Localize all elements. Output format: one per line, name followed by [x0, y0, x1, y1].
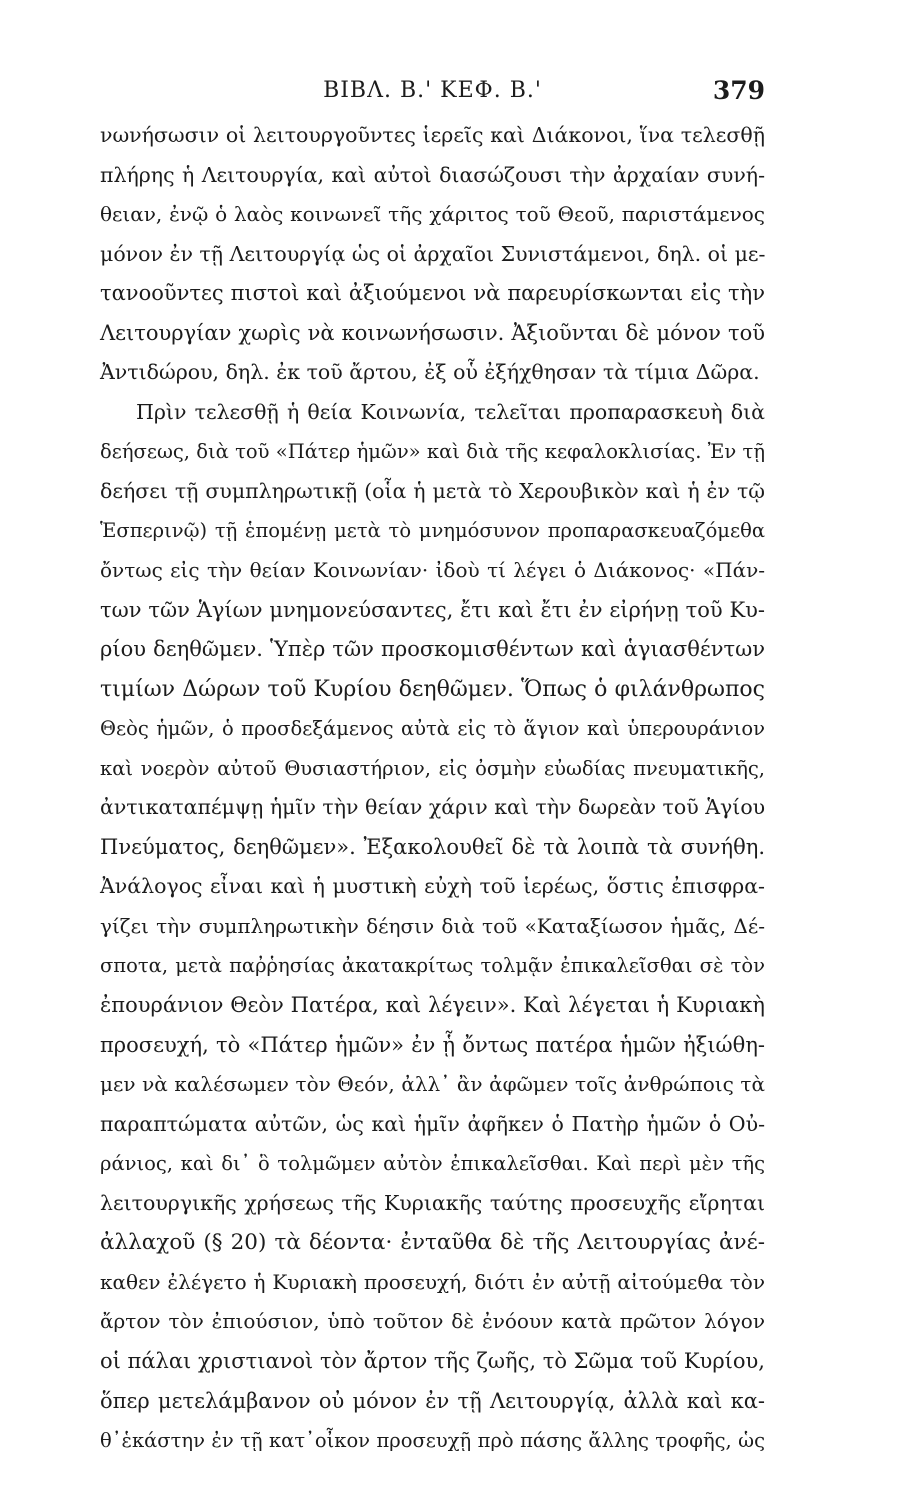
text-line: ὄντως εἰς τὴν θείαν Κοινωνίαν· ἰδοὺ τί λέγει ὁ Διάκονος· «Πάν- [100, 558, 765, 583]
text-line: ἄρτον τὸν ἐπιούσιον, ὑπὸ τοῦτον δὲ ἐνόουν κατὰ πρῶτον λόγον [100, 1309, 765, 1334]
page-number: 379 [712, 76, 765, 105]
text-line: παραπτώματα αὐτῶν, ὡς καὶ ἡμῖν ἀφῆκεν ὁ Πατὴρ ἡμῶν ὁ Οὐ- [100, 1111, 765, 1136]
text-line: Πνεύματος, δεηθῶμεν». Ἐξακολουθεῖ δὲ τὰ λοιπὰ τὰ συνήθη. [100, 834, 765, 859]
text-line: δεήσεως, διὰ τοῦ «Πάτερ ἡμῶν» καὶ διὰ τῆς κεφαλοκλισίας. Ἐν τῇ [100, 440, 765, 464]
body-text [100, 116, 765, 1461]
running-title: ΒΙΒΛ. Β.' ΚΕΦ. Β.' [323, 78, 542, 103]
text-line: σποτα, μετὰ παῤῥησίας ἀκατακρίτως τολμᾷν ἐπικαλεῖσθαι σὲ τὸν [100, 954, 765, 978]
text-line: οἱ πάλαι χριστιανοὶ τὸν ἄρτον τῆς ζωῆς, τὸ Σῶμα τοῦ Κυρίου, [100, 1348, 765, 1373]
text-line: λειτουργικῆς χρήσεως τῆς Κυριακῆς ταύτης προσευχῆς εἴρηται [100, 1190, 765, 1215]
text-line: των τῶν Ἁγίων μνημονεύσαντες, ἔτι καὶ ἔτι ἐν εἰρήνῃ τοῦ Κυ- [100, 597, 765, 622]
text-line: δεήσει τῇ συμπληρωτικῇ (οἷα ἡ μετὰ τὸ Χερουβικὸν καὶ ἡ ἐν τῷ [100, 478, 765, 503]
text-line: Ἀνάλογος εἶναι καὶ ἡ μυστικὴ εὐχὴ τοῦ ἱερέως, ὅστις ἐπισφρα- [100, 874, 765, 899]
text-line: ἀντικαταπέμψῃ ἡμῖν τὴν θείαν χάριν καὶ τὴν δωρεὰν τοῦ Ἁγίου [100, 795, 766, 820]
text-line: Ἀντιδώρου, δηλ. ἐκ τοῦ ἄρτου, ἐξ οὗ ἐξήχθησαν τὰ τίμια Δῶρα. [100, 360, 760, 385]
text-line: ἀλλαχοῦ (§ 20) τὰ δέοντα· ἐνταῦθα δὲ τῆς Λειτουργίας ἀνέ- [100, 1230, 765, 1256]
text-line: ὅπερ μετελάμβανον οὐ μόνον ἐν τῇ Λειτουργίᾳ, ἀλλὰ καὶ κα- [100, 1388, 765, 1413]
text-line: τανοοῦντες πιστοὶ καὶ ἀξιούμενοι νὰ παρευρίσκωνται εἰς τὴν [100, 281, 765, 306]
running-head [100, 76, 765, 108]
text-line: Λειτουργίαν χωρὶς νὰ κοινωνήσωσιν. Ἀξιοῦνται δὲ μόνον τοῦ [100, 320, 765, 345]
text-line: θειαν, ἐνῷ ὁ λαὸς κοινωνεῖ τῆς χάριτος τοῦ Θεοῦ, παριστάμενος [100, 202, 765, 227]
text-line: ἐπουράνιον Θεὸν Πατέρα, καὶ λέγειν». Καὶ λέγεται ἡ Κυριακὴ [100, 993, 765, 1018]
text-line: πλήρης ἡ Λειτουργία, καὶ αὐτοὶ διασώζουσι τὴν ἀρχαίαν συνή- [100, 162, 765, 187]
text-line: καθεν ἐλέγετο ἡ Κυριακὴ προσευχή, διότι ἐν αὐτῇ αἰτούμεθα τὸν [100, 1269, 765, 1294]
text-line: θ᾽ἑκάστην ἐν τῇ κατ᾽οἶκον προσευχῇ πρὸ πάσης ἄλλης τροφῆς, ὡς [100, 1429, 765, 1453]
text-line: μόνον ἐν τῇ Λειτουργίᾳ ὡς οἱ ἀρχαῖοι Συνιστάμενοι, δηλ. οἱ με- [100, 241, 766, 266]
text-line: Ἑσπερινῷ) τῇ ἑπομένῃ μετὰ τὸ μνημόσυνον προπαρασκευαζόμεθα [100, 519, 765, 543]
text-line: ράνιος, καὶ δι᾽ ὃ τολμῶμεν αὐτὸν ἐπικαλεῖσθαι. Καὶ περὶ μὲν τῆς [100, 1152, 765, 1176]
text-line: γίζει τὴν συμπληρωτικὴν δέησιν διὰ τοῦ «Καταξίωσον ἡμᾶς, Δέ- [100, 913, 765, 938]
text-line: Θεὸς ἡμῶν, ὁ προσδεξάμενος αὐτὰ εἰς τὸ ἅγιον καὶ ὑπερουράνιον [100, 717, 765, 741]
text-line: νωνήσωσιν οἱ λειτουργοῦντες ἱερεῖς καὶ Διάκονοι, ἵνα τελεσθῇ [100, 123, 765, 147]
text-line: προσευχή, τὸ «Πάτερ ἡμῶν» ἐν ᾗ ὄντως πατέρα ἡμῶν ἠξιώθη- [100, 1032, 765, 1057]
text-line-paragraph-start: Πρὶν τελεσθῇ ἡ θεία Κοινωνία, τελεῖται προπαρασκευὴ διὰ [136, 399, 765, 424]
text-line: μεν νὰ καλέσωμεν τὸν Θεόν, ἀλλ᾽ ἂν ἀφῶμεν τοῖς ἀνθρώποις τὰ [100, 1072, 765, 1097]
text-line: ρίου δεηθῶμεν. Ὑπὲρ τῶν προσκομισθέντων καὶ ἁγιασθέντων [100, 637, 765, 662]
text-line: τιμίων Δώρων τοῦ Κυρίου δεηθῶμεν. Ὅπως ὁ φιλάνθρωπος [100, 676, 765, 702]
text-line: καὶ νοερὸν αὐτοῦ Θυσιαστήριον, εἰς ὀσμὴν εὐωδίας πνευματικῆς, [100, 756, 765, 780]
